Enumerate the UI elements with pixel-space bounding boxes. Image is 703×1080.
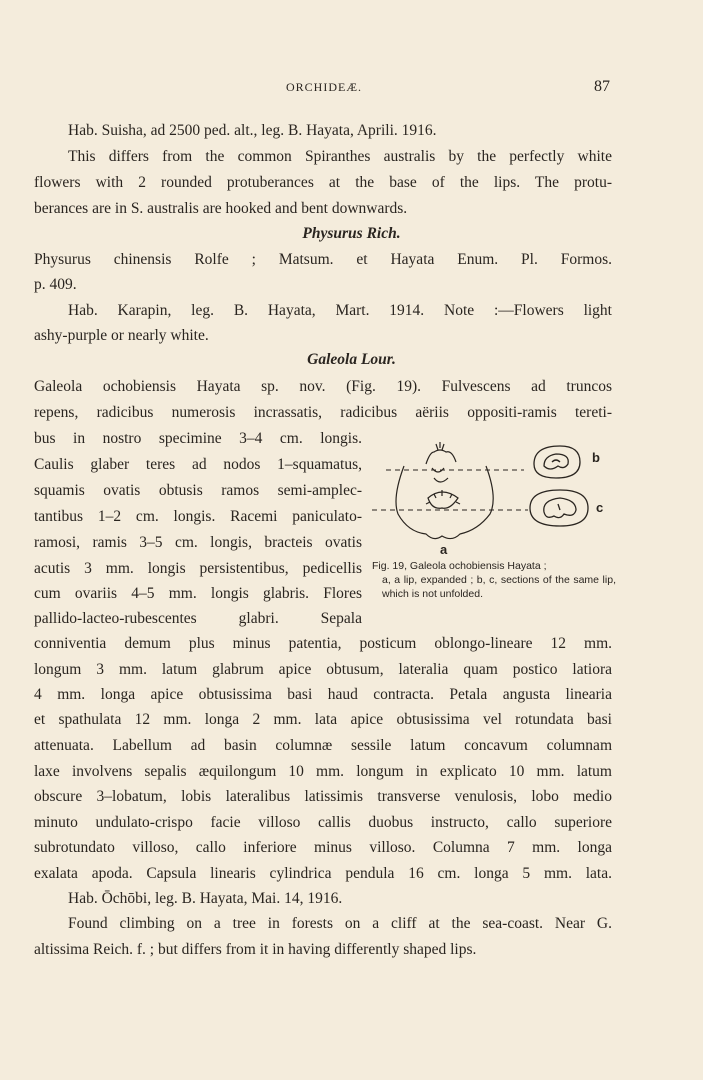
remark-line-2: altissima Reich. f. ; but differs from it in having differently shaped lips. xyxy=(34,941,477,958)
description-line: attenuata. Labellum ad basin columnæ sessile latum concavum columnam xyxy=(34,737,612,754)
genus-heading-galeola: Galeola Lour. xyxy=(307,351,396,368)
description-line: subrotundato villoso, callo inferiore minus villoso. Columna 7 mm. longa xyxy=(34,839,612,856)
species-galeola-ochobiensis: Galeola ochobiensis Hayata sp. nov. (Fig. 19). Fulvescens ad truncos xyxy=(34,378,612,395)
note-line-1: This differs from the common Spiranthes australis by the perfectly white xyxy=(68,148,612,165)
genus-heading-physurus: Physurus Rich. xyxy=(302,225,401,242)
figure-caption xyxy=(372,559,616,601)
species-physurus-ref: p. 409. xyxy=(34,276,77,293)
figure-label-b: b xyxy=(592,450,600,465)
habitat-karapin: Hab. Karapin, leg. B. Hayata, Mart. 1914. Note :—Flowers light xyxy=(68,302,612,319)
description-line: 4 mm. longa apice obtusissima basi haud contracta. Petala angusta linearia xyxy=(34,686,612,703)
description-line: tantibus 1–2 cm. longis. Racemi paniculato- xyxy=(34,508,362,525)
habitat-suisha: Hab. Suisha, ad 2500 ped. alt., leg. B. Hayata, Aprili. 1916. xyxy=(68,122,437,139)
description-line: laxe involvens sepalis æquilongum 10 mm. longum in explicato 10 mm. latum xyxy=(34,763,612,780)
description-line: acutis 3 mm. longis persistentibus, pedicellis xyxy=(34,560,362,577)
description-line: repens, radicibus numerosis incrassatis, radicibus aëriis oppositi-ramis tereti- xyxy=(34,404,612,421)
description-line: pallido-lacteo-rubescentes glabri. Sepala xyxy=(34,610,362,627)
description-line: exalata apoda. Capsula linearis cylindrica pendula 16 cm. longa 5 mm. lata. xyxy=(34,865,612,882)
note-line-3: berances are in S. australis are hooked and bent downwards. xyxy=(34,200,408,217)
remark-line-1: Found climbing on a tree in forests on a cliff at the sea-coast. Near G. xyxy=(68,915,612,932)
figure-caption-title: Fig. 19, Galeola ochobiensis Hayata ; xyxy=(372,560,547,572)
species-physurus-chinensis: Physurus chinensis Rolfe ; Matsum. et Hayata Enum. Pl. Formos. xyxy=(34,251,612,268)
page-number: 87 xyxy=(594,78,610,95)
figure-label-a: a xyxy=(440,542,448,557)
figure-19-illustration xyxy=(364,438,620,558)
figure-caption-text: a, a lip, expanded ; b, c, sections of the same lip, which is not unfolded. xyxy=(382,574,616,600)
description-line: squamis ovatis obtusis ramos semi-amplec- xyxy=(34,482,362,499)
description-line: minuto undulato-crispo facie villoso callis duobus instructo, callo superiore xyxy=(34,814,612,831)
running-title: ORCHIDEÆ. xyxy=(286,80,363,94)
description-line: longum 3 mm. latum glabrum apice obtusum, lateralia quam postico latiora xyxy=(34,661,612,678)
figure-label-c: c xyxy=(596,500,604,515)
description-line: ramosi, ramis 3–5 cm. longis, bracteis ovatis xyxy=(34,534,362,551)
description-line: obscure 3–lobatum, lobis lateralibus latissimis transverse venulosis, lobo medio xyxy=(34,788,612,805)
description-line: bus in nostro specimine 3–4 cm. longis. xyxy=(34,430,362,447)
description-line: cum ovariis 4–5 mm. longis glabris. Flores xyxy=(34,585,362,602)
note-line-2: flowers with 2 rounded protuberances at the base of the lips. The protu- xyxy=(34,174,612,191)
page-header xyxy=(0,80,703,100)
habitat-ochobi: Hab. Ōchōbi, leg. B. Hayata, Mai. 14, 1916. xyxy=(68,890,343,907)
description-line: conniventia demum plus minus patentia, posticum oblongo-lineare 12 mm. xyxy=(34,635,612,652)
habitat-karapin-2: ashy-purple or nearly white. xyxy=(34,327,209,344)
description-line: et spathulata 12 mm. longa 2 mm. lata apice obtusissima vel rotundata basi xyxy=(34,711,612,728)
description-line: Caulis glaber teres ad nodos 1–squamatus, xyxy=(34,456,362,473)
